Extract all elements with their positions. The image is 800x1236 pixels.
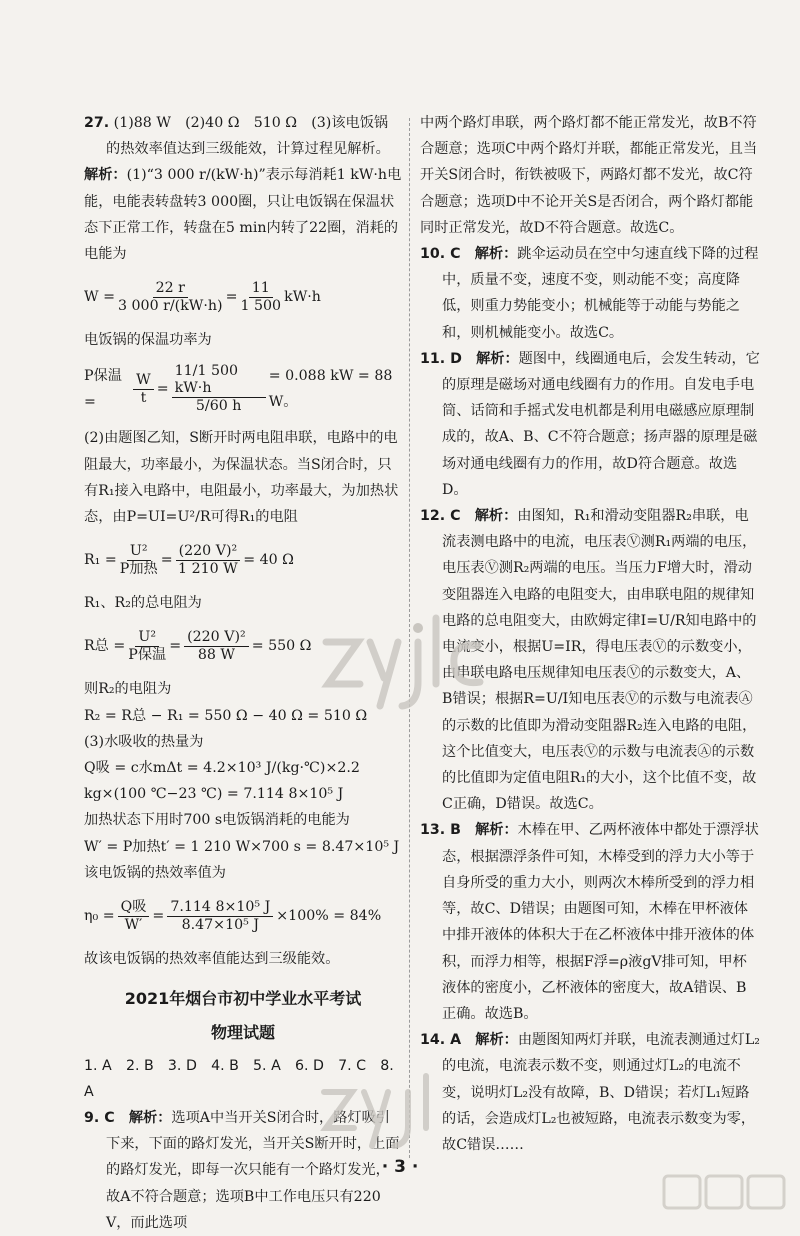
text-line: 加热状态下用时700 s电饭锅消耗的电能为 <box>84 812 350 829</box>
question-27: 27. (1)88 W (2)40 Ω 510 Ω (3)该电饭锅的热效率值达到三级能效，计算过程见解析。 <box>84 115 390 158</box>
formula-heat: Q吸 = c水mΔt = 4.2×10³ J/(kg·℃)×2.2 kg×(100 ℃−23 ℃) = 7.114 8×10⁵ J <box>84 760 360 803</box>
text-line: R₁、R₂的总电阻为 <box>84 595 202 612</box>
page-number: · 3 · <box>381 1157 419 1177</box>
text-line: 则R₂的电阻为 <box>84 681 172 698</box>
conclusion: 故该电饭锅的热效率值能达到三级能效。 <box>84 951 340 968</box>
question-11: 11. D 解析：题图中，线圈通电后，会发生转动，它的原理是磁场对通电线圈有力的作用。自发电手电筒、话筒和手摇式发电机都是利用电磁感应原理制成的，故A、B、C不符合题意；扬声器的原理是磁场对通电线圈有力的作用，故D符合题意。故选D。 <box>420 350 760 498</box>
text-line: 电饭锅的保温功率为 <box>84 332 212 349</box>
choice-answers: 1. A 2. B 3. D 4. B 5. A 6. D 7. C 8. A <box>84 1057 394 1100</box>
question-10: 10. C 解析：跳伞运动员在空中匀速直线下降的过程中，质量不变，速度不变，则动能不变；高度降低，则重力势能变小；机械能等于动能与势能之和，则机械能变小。故选C。 <box>420 246 759 341</box>
text-line: (3)水吸收的热量为 <box>84 733 204 750</box>
text-line: 该电饭锅的热效率值为 <box>84 864 226 881</box>
formula-work: W′ = P加热t′ = 1 210 W×700 s = 8.47×10⁵ J <box>84 838 400 855</box>
section-title: 2021年烟台市初中学业水平考试 <box>124 989 362 1009</box>
watermark-logo <box>318 1072 468 1152</box>
watermark-logo <box>318 612 508 722</box>
section-subtitle: 物理试题 <box>210 1023 275 1043</box>
site-logo <box>660 1172 790 1212</box>
solution-27-part1: 解析：(1)“3 000 r/(kW·h)”表示每消耗1 kW·h电能，电能表转盘转3 000圈，只让电饭锅在保温状态下正常工作，转盘在5 min内转了22圈，消耗的电能为 <box>84 167 402 263</box>
formula-efficiency: η₀ = $\frac{\text{Q吸}}{W'}$ = $\frac{\text{7.114 8×10⁵ J}}{\text{8.47×10⁵ J}}$ ×100% = 84% <box>84 898 382 933</box>
question-12: 12. C 解析：由图知，R₁和滑动变阻器R₂串联，电流表测电路中的电流，电压表Ⓥ测R₁两端的电压，电压表Ⓥ测R₂两端的电压。当压力F增大时，滑动变阻器连入电路的电阻变大，由串联电阻的规律知电路的总电阻变大，由欧姆定律I=U/R知电路中的电流变小，根据U=IR，得电压表Ⓥ的示数变小，由串联电路电压规律知电压表Ⓥ的示数变大，A、B错误；根据R=U/I知电压表Ⓥ的示数与电流表Ⓐ的示数的比值即为滑动变阻器R₂连入电路的电阻，这个比值变大，电压表Ⓥ的示数与电流表Ⓐ的示数的比值即为定值电阻R₁的大小，这个比值不变，故C正确，D错误。故选C。 <box>420 508 757 813</box>
solution-27-part2: (2)由题图乙知，S断开时两电阻串联，电路中的电阻最大，功率最小，为保温状态。当S闭合时，只有R₁接入电路中，电阻最小，功率最大，为加热状态，由P=UI=U²/R可得R₁的电阻 <box>84 430 399 526</box>
formula-r1: R₁ = $\frac{\text{U²}}{\text{P加热}}$ = $\frac{\text{(220 V)²}}{1 210 W}$ = 40 Ω <box>84 542 294 577</box>
question-9-continued: 中两个路灯串联，两个路灯都不能正常发光，故B不符合题意；选项C中两个路灯并联，都能正常发光，且当开关S闭合时，衔铁被吸下，两路灯都不发光，故C符合题意；选项D中不论开关S是否闭合，两个路灯都能同时正常发光，故D不符合题意。故选C。 <box>420 115 758 236</box>
formula-power: P保温 = $\frac{W}{t}$ = $\frac{11/1 500 kW\cdot h}{5/60 h}$ = 0.088 kW = 88 W。 <box>84 363 393 415</box>
formula-r-total: R总 = $\frac{\text{U²}}{\text{P保温}}$ = $\frac{\text{(220 V)²}}{88 W}$ = 550 Ω <box>84 628 312 663</box>
formula-energy: W = $\frac{22 r}{3 000 r/(kW\cdot h)}$ = $\frac{11}{1 500}$ kW·h <box>84 279 321 314</box>
question-14: 14. A 解析：由题图知两灯并联，电流表测通过灯L₂的电流，电流表示数不变，则通过灯L₂的电流不变，说明灯L₂没有故障，B、D错误；若灯L₁短路的话，会造成灯L₂也被短路，电流表示数变为零，故C错误…… <box>420 1032 760 1153</box>
question-13: 13. B 解析：木棒在甲、乙两杯液体中都处于漂浮状态，根据漂浮条件可知，木棒受到的浮力大小等于自身所受的重力大小，则两次木棒所受到的浮力相等，故C、D错误；由题图可知，木棒在甲杯液体中排开液体的体积大于在乙杯液体中排开液体的体积，而浮力相等，根据F浮=ρ液gV排可知，甲杯液体的密度小，乙杯液体的密度大，故A错误、B正确。故选B。 <box>420 822 759 1022</box>
question-9: 9. C 解析：选项A中当开关S闭合时，路灯吸引下来，下面的路灯发光，当开关S断开时，上面的路灯发光，即每一次只能有一个路灯发光，故A不符合题意；选项B中工作电压只有220 V，而此选项 <box>84 1110 400 1231</box>
formula-r2: R₂ = R总 − R₁ = 550 Ω − 40 Ω = 510 Ω <box>84 707 368 724</box>
